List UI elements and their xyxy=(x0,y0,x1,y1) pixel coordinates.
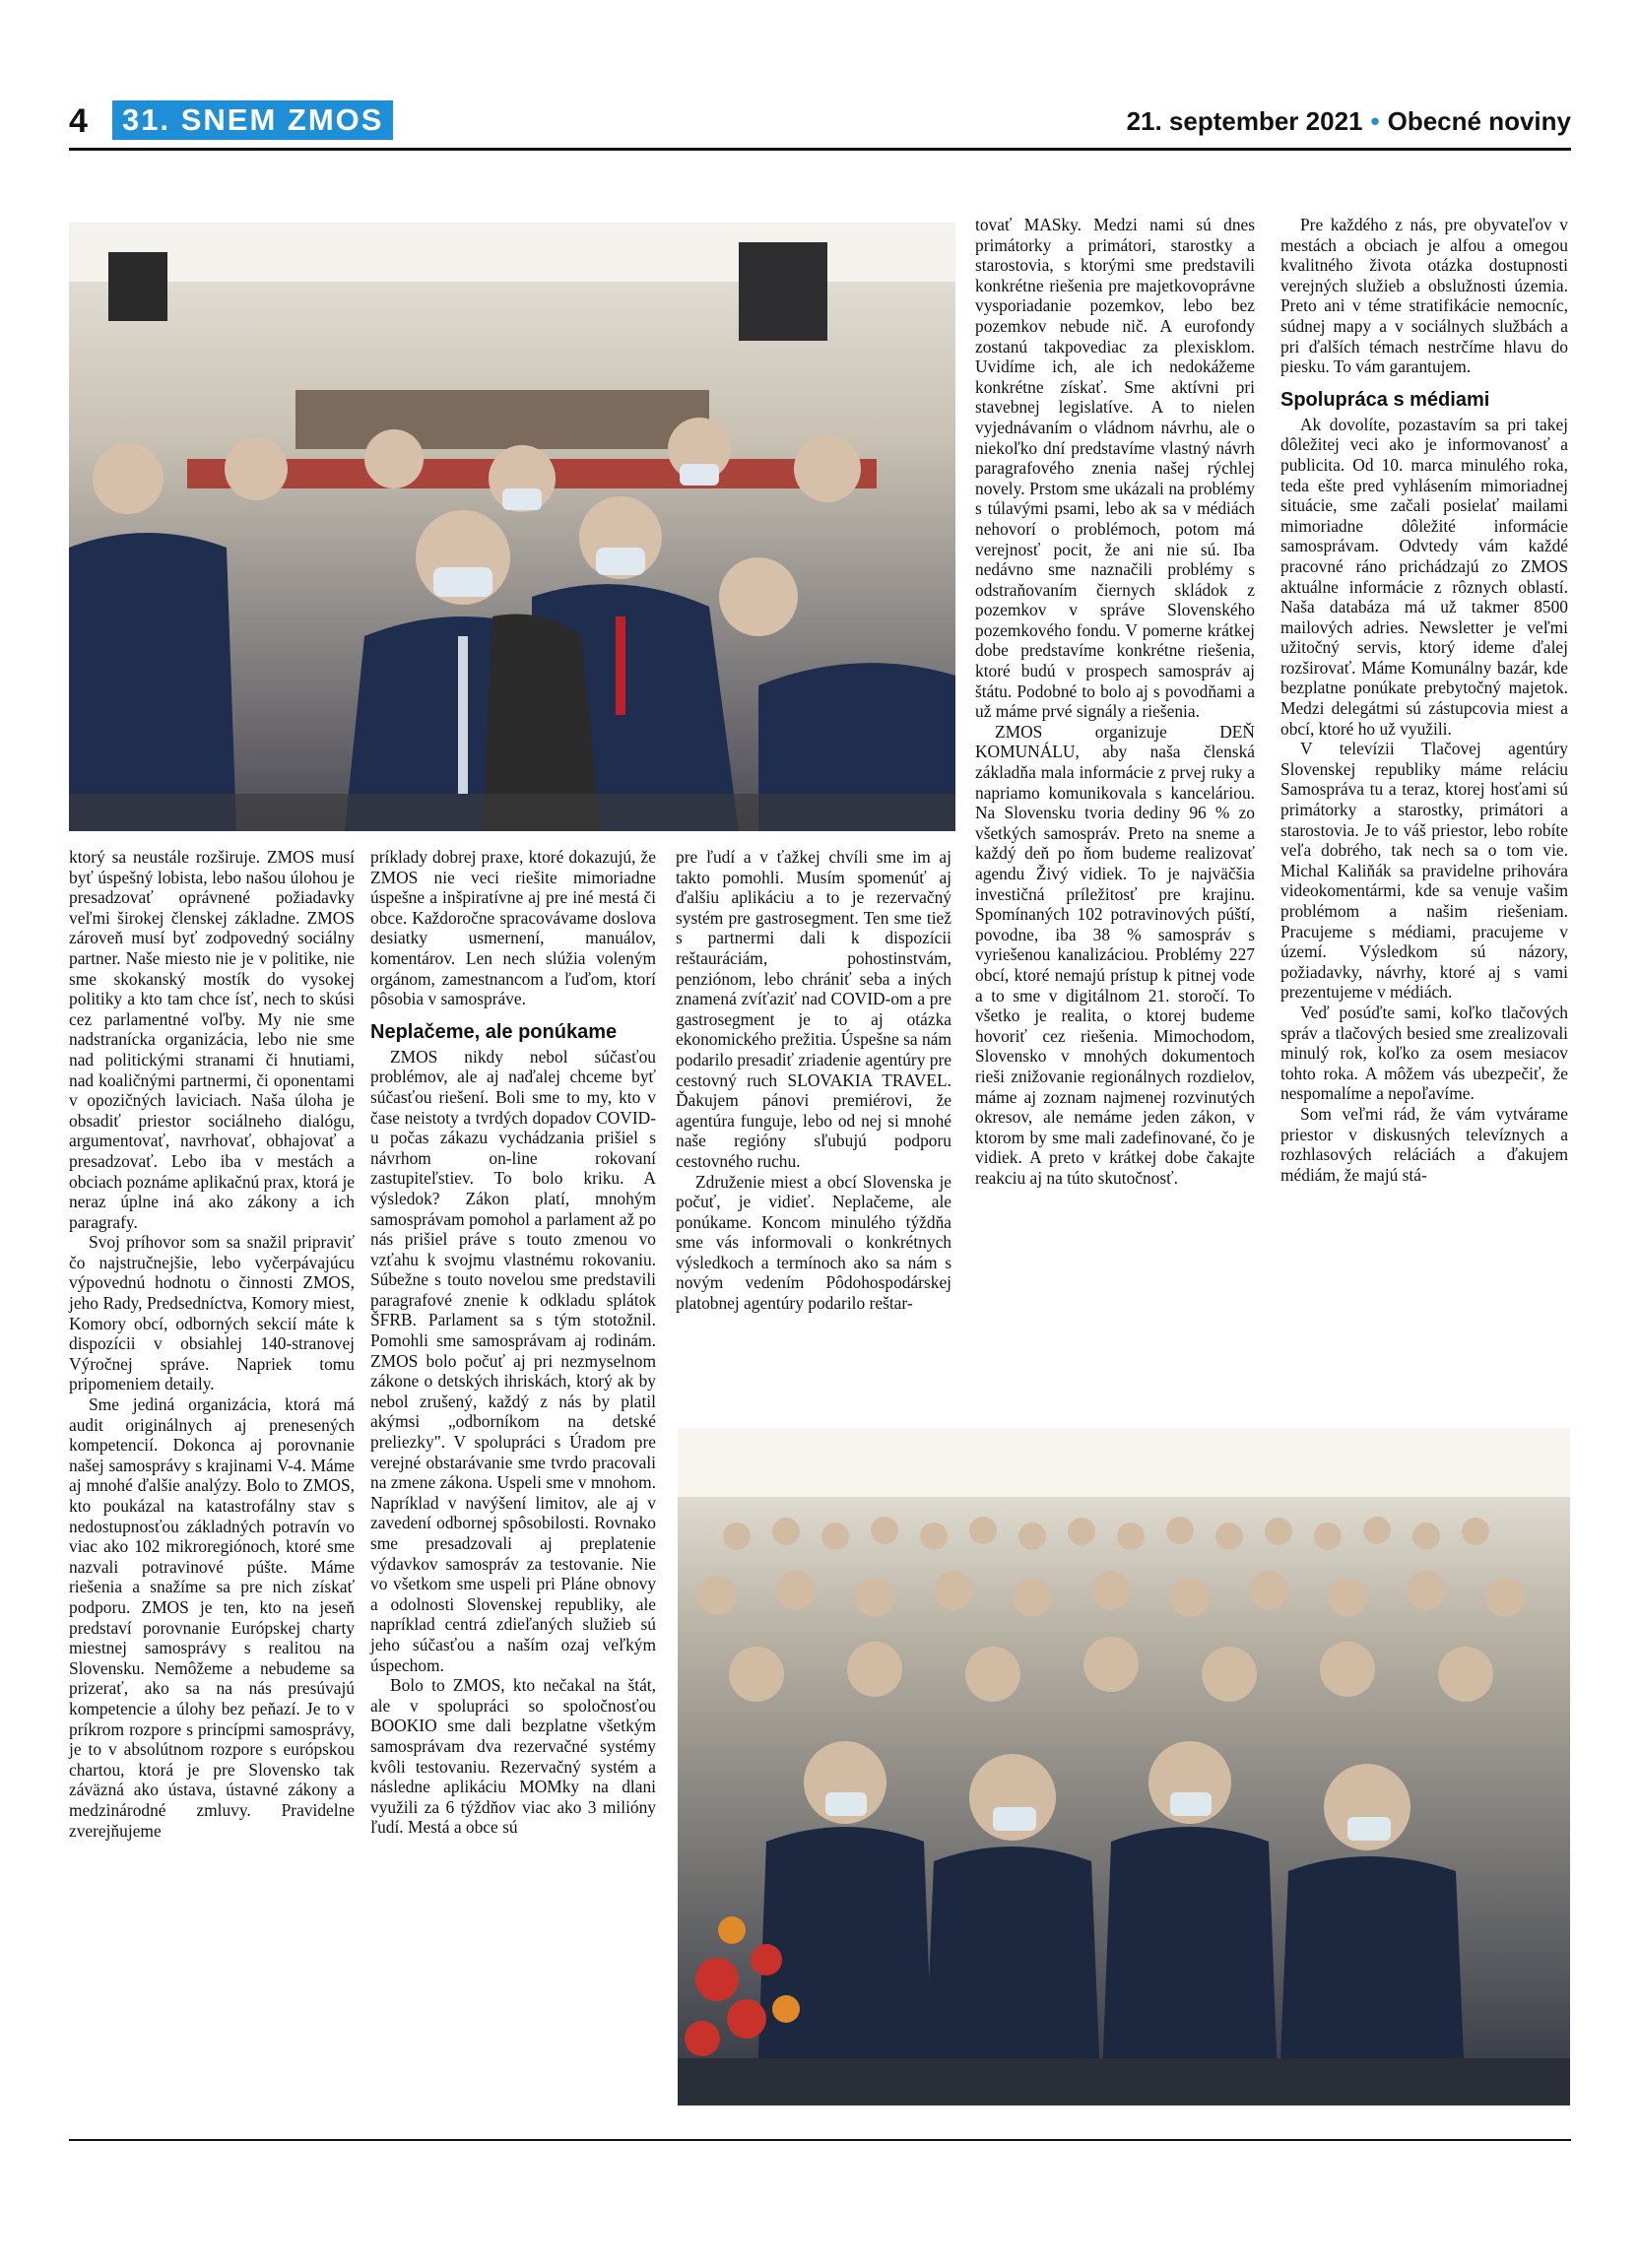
article-column-2 xyxy=(370,847,656,1838)
paragraph: tovať MASky. Medzi nami sú dnes primátorky a primátori, starostky a starostovia, s ktorými sme predstavili konkrétne riešenia pre majetkovoprávne vysporiadanie pozemkov, lebo bez pozemkov nebude nič. A eurofondy zostanú takpovediac za plexisklom. Uvidíme ich, ale ich nedokážeme konkrétne získať. Sme aktívni pri stavebnej legislatíve. A to nielen vyjednávaním o vládnom návrhu, ale o niekoľko dní predstavíme vlastný návrh paragrafového znenia našej rýchlej novely. Prstom sme ukázali na problémy s túlavými psami, lebo ak sa v médiách nehovorí o problémoch, potom má verejnosť pocit, že ani nie sú. Iba nedávno sme naznačili problémy s odstraňovaním čiernych skládok z pozemkov v správe Slovenského pozemkového fondu. V pomerne krátkej dobe predstavíme konkrétne riešenia, ktoré budú v prospech samospráv aj štátu. Podobné to bolo aj s povodňami a už máme prvé signály a riešenia. xyxy=(975,215,1255,722)
subheading: Spolupráca s médiami xyxy=(1280,388,1490,411)
paragraph: Bolo to ZMOS, kto nečakal na štát, ale v spolupráci so spoločnosťou BOOKIO sme dali bezplatne všetkým samosprávam dva rezervačné systémy kvôli testovaniu. Rezervačný systém a následne aplikáciu MOMky na dlani využili za 6 týždňov viac ako 3 milióny ľudí. Mestá a obce sú xyxy=(370,1675,656,1838)
separator-dot: • xyxy=(1370,106,1380,136)
paragraph: V televízii Tlačovej agentúry Slovenskej republiky máme reláciu Samospráva tu a teraz, ktorej hosťami sú primátorky a starostky, primátori a starostovia. Je to váš priestor, lebo robíte veľa dobrého, tak nech sa o tom vie. Michal Kaliňák sa pravidelne prihovára videokomentármi, kde sa venuje vašim problémom a našim riešeniam. Pracujeme s médiami, pracujeme v území. Výsledkom sú názory, požiadavky, návrhy, ktoré aj s vami prezentujeme v médiách. xyxy=(1280,739,1568,1003)
article-column-4 xyxy=(975,215,1255,1189)
paragraph: ZMOS organizuje DEŇ KOMUNÁLU, aby naša členská základňa mala informácie z prvej ruky a napriamo komunikovala s kanceláriou. Na Slovensku tvoria dediny 96 % zo všetkých samospráv. Preto na sneme a každý deň po ňom budeme realizovať agendu Živý vidiek. To je najväčšia investičná príležitosť pre krajinu. Spomínaných 102 potravinových púští, povodne, iba 38 % samospráv s vyriešenou kanalizáciou. Problémy 227 obcí, ktoré nemajú prístup k pitnej vode a to sme v digitálnom 21. storočí. To všetko je realita, o ktorej budeme hovoriť cez riešenia. Mimochodom, Slovensko v mnohých dokumentoch rieši znižovanie regionálnych rozdielov, máme aj zoznam najmenej rozvinutých okresov, ale nemáme jeden zákon, v ktorom by sme mali zadefinované, čo je vidiek. A preto v krátkej dobe čakajte reakciu aj na túto skutočnosť. xyxy=(975,721,1255,1188)
section-title: 31. SNEM ZMOS xyxy=(112,100,393,140)
photo-audience-hall xyxy=(678,1428,1570,2106)
issue-date: 21. september 2021 xyxy=(1126,106,1363,136)
paragraph: Pre každého z nás, pre obyvateľov v mestách a obciach je alfou a omegou kvalitného života otázka dostupnosti verejných služieb a obslužnosti územia. Preto ani v téme stratifikácie nemocníc, súdnej mapy a v sociálnych službách a pri ďalších témach nestrčíme hlavu do piesku. To vám garantujem. xyxy=(1280,215,1568,377)
paragraph: Ak dovolíte, pozastavím sa pri takej dôležitej veci ako je informovanosť a publicita. Od 10. marca minulého roka, teda ešte pred vyhlásením mimoriadnej situácie, sme začali posielať mailami mimoriadne dôležité informácie samosprávam. Odvtedy vám každé pracovné ráno prichádzajú zo ZMOS aktuálne informácie z rôznych oblastí. Naša databáza má už takmer 8500 mailových adries. Newsletter je veľmi užitočný servis, ktorý ideme ďalej rozširovať. Máme Komunálny bazár, kde bezplatne ponúkate prebytočný majetok. Medzi delegátmi sú zástupcovia miest a obcí, ktoré ho už využili. xyxy=(1280,414,1568,739)
paragraph: ZMOS nikdy nebol súčasťou problémov, ale aj naďalej chceme byť súčasťou riešení. Boli sme to my, kto v čase neistoty a tvrdých dopadov COVID-u počas zákazu vychádzania prišiel s návrhom on-line rokovaní zastupiteľstiev. To bolo kriku. A výsledok? Zákon platí, mnohým samosprávam pomohol a parlament až po nás prišiel práve s touto zmenou vo vzťahu k svojmu vlastnému rokovaniu. Súbežne s touto novelou sme predstavili paragrafové znenie k odkladu splátok ŠFRB. Parlament sa s tým stotožnil. Pomohli sme samosprávam aj rodinám. ZMOS bolo počuť aj pri nezmyselnom zákone o detských ihriskách, ktorý ak by nebol zrušený, každý z nás by platil akýmsi „odborníkom na detské preliezky". V spolupráci s Úradom pre verejné obstarávanie sme tvrdo pracovali na zmene zákona. Uspeli sme v mnohom. Napríklad v navýšení limitov, ale aj v zavedení odbornej spôsobilosti. Rovnako sme presadzovali aj preplatenie výdavkov samospráv za testovanie. Nie vo všetkom sme uspeli pri Pláne obnovy a odolnosti Slovenskej republiky, ale napríklad centrá zdieľaných služieb sú jeho súčasťou a naším ozaj veľkým úspechom. xyxy=(370,1046,656,1675)
paragraph: Sme jediná organizácia, ktorá má audit originálnych aj prenesených kompetencií. Dokonca aj porovnanie našej samosprávy s krajinami V-4. Máme aj mnohé ďalšie analýzy. Bolo to ZMOS, kto poukázal na katastrofálny stav s nedostupnosťou základných potravín vo viac ako 102 mikroregiónoch, ktoré sme nazvali potravinové púšte. Máme riešenia a snažíme sa pre nich získať podporu. ZMOS je ten, kto na jeseň predstaví porovnanie Európskej charty miestnej samosprávy s realitou na Slovensku. Nemôžeme a nebudeme sa prizerať, ako sa na nás presúvajú kompetencie a úlohy bez peňazí. Je to v príkrom rozpore s princípmi samosprávy, je to v absolútnom rozpore s európskou chartou, ktorá je pre Slovensko tak záväzná ako ústava, ústavné zákony a medzinárodné zmluvy. Pravidelne zverejňujeme xyxy=(69,1394,355,1841)
photo-delegates-front-row xyxy=(69,223,955,831)
paragraph: Združenie miest a obcí Slovenska je počuť, je vidieť. Neplačeme, ale ponúkame. Koncom minulého týždňa sme vás informovali o konkrétnych výsledkoch a termínoch ako sa nám s novým vedením Pôdohospodárskej platobnej agentúry podarilo reštar- xyxy=(676,1171,951,1314)
paragraph: Veď posúďte sami, koľko tlačových správ a tlačových besied sme zrealizovali minulý rok, koľko za osem mesiacov tohto roka. A môžem vás ubezpečiť, že nespomalíme a nepoľavíme. xyxy=(1280,1002,1568,1104)
paragraph: Svoj príhovor som sa snažil pripraviť čo najstručnejšie, lebo vyčerpávajúcu výpovednú hodnotu o činnosti ZMOS, jeho Rady, Predsedníctva, Komory miest, Komory obcí, odborných sekcií máte k dispozícii v obsiahlej 140-stranovej Výročnej správe. Napriek tomu pripomeniem detaily. xyxy=(69,1232,355,1394)
footer-rule xyxy=(69,2139,1571,2141)
publication-name: Obecné noviny xyxy=(1387,106,1571,136)
subheading: Neplačeme, ale ponúkame xyxy=(370,1020,618,1043)
header-rule xyxy=(69,148,1571,151)
page-number: 4 xyxy=(69,102,88,140)
article-column-1 xyxy=(69,847,355,1841)
issue-info xyxy=(1127,106,1571,137)
paragraph: ktorý sa neustále rozširuje. ZMOS musí byť úspešný lobista, lebo našou úlohou je presadzovať oprávnené požiadavky veľmi širokej členskej základne. ZMOS zároveň musí byť zodpovedný sociálny partner. Naše miesto nie je v politike, nie sme skokanský mostík do vysokej politiky a kto tam chce ísť, nech to skúsi cez parlamentné voľby. My nie sme nadstranícka organizácia, lebo nie sme nad politickými stranami či hnutiami, nad koaličnými partnermi, či oponentami v opozičných laviciach. Naša úloha je obsadiť priestor sociálneho dialógu, argumentovať, navrhovať, obhajovať a presadzovať. Lebo iba v mestách a obciach poznáme aplikačnú prax, ktorá je neraz úplne iná ako zákony a ich paragrafy. xyxy=(69,847,355,1232)
paragraph: Som veľmi rád, že vám vytvárame priestor v diskusných televíznych a rozhlasových reláciách a ďakujem médiám, že majú stá- xyxy=(1280,1103,1568,1185)
article-column-5 xyxy=(1280,215,1568,1185)
paragraph: príklady dobrej praxe, ktoré dokazujú, že ZMOS nie veci riešite mimoriadne úspešne a inšpiratívne aj pre iné mestá či obce. Každoročne spracovávame doslova desiatky usmernení, manuálov, komentárov. Len nech slúžia voleným orgánom, zamestnancom a ľuďom, ktorí pôsobia v samospráve. xyxy=(370,847,656,1009)
paragraph: pre ľudí a v ťažkej chvíli sme im aj takto pomohli. Musím spomenúť aj ďalšiu aplikáciu a to je rezervačný systém pre gastrosegment. Ten sme tiež s partnermi dali k dispozícii reštauráciám, pohostinstvám, penziónom, lebo chrániť seba a iných znamená zvíťaziť nad COVID-om a pre gastrosegment je to aj otázka ekonomického prežitia. Úspešne sa nám podarilo presadiť zriadenie agentúry pre cestovný ruch SLOVAKIA TRAVEL. Ďakujem pánovi premiérovi, že agentúra funguje, lebo od nej si mnohé naše regióny sľubujú podporu cestovného ruchu. xyxy=(676,847,951,1171)
page-header xyxy=(69,100,1571,144)
article-column-3 xyxy=(676,847,951,1314)
